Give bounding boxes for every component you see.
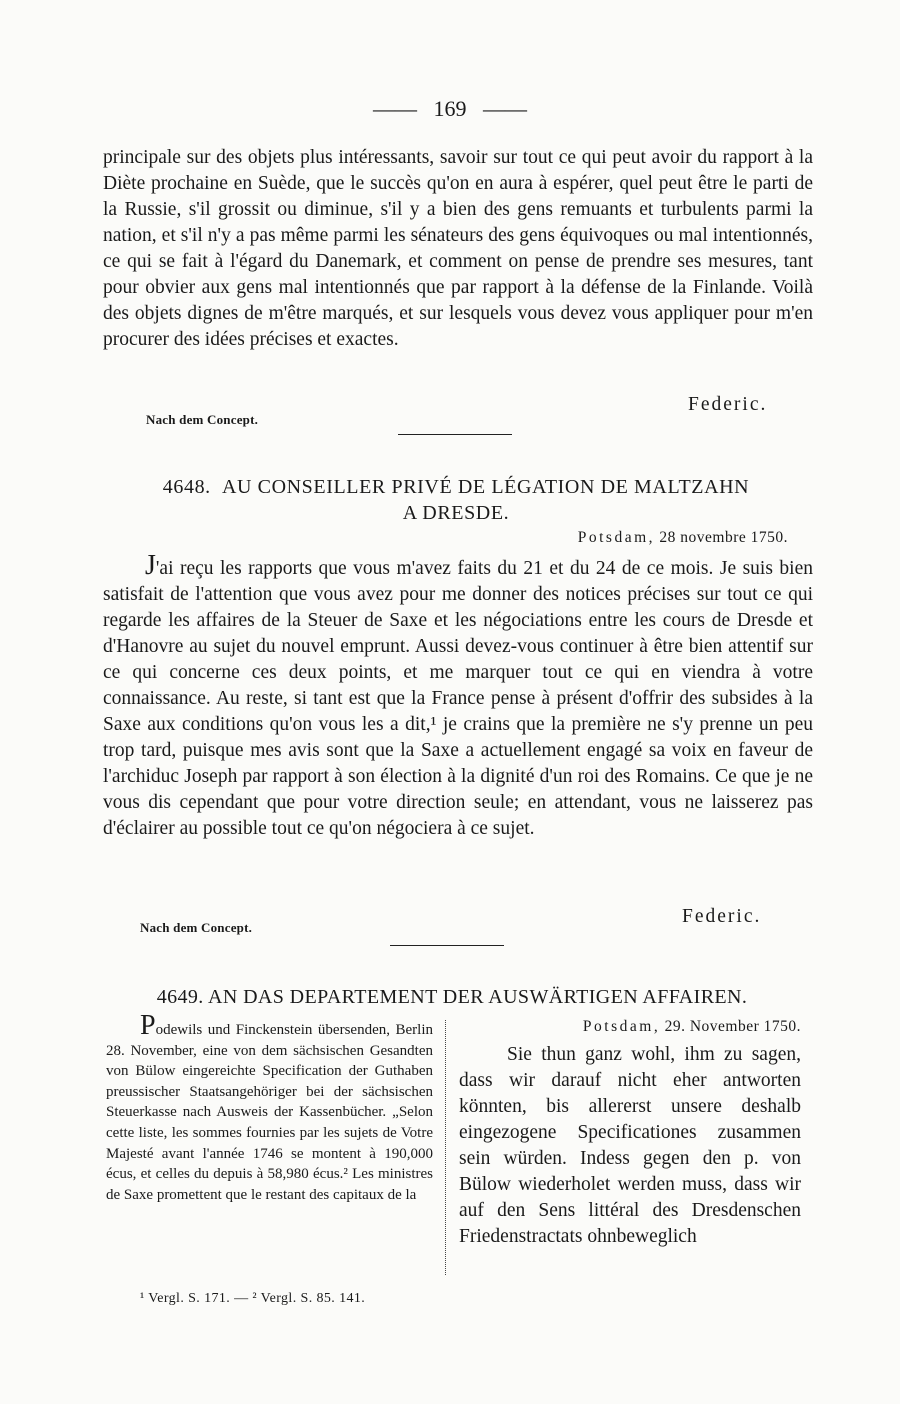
letter-number: 4649.	[156, 986, 204, 1008]
page-header	[0, 96, 900, 122]
initial-letter: J	[145, 550, 156, 581]
letter-number: 4648.	[162, 476, 211, 498]
source-note: Nach dem Concept.	[146, 412, 259, 427]
dateline	[459, 1018, 801, 1036]
header-dash-right: ——	[483, 96, 527, 121]
date: 28 novembre 1750.	[659, 529, 788, 546]
summary-column	[106, 1010, 433, 1205]
footnotes: ¹ Vergl. S. 171. — ² Vergl. S. 85. 141.	[140, 1291, 366, 1306]
date-place: Potsdam,	[582, 1018, 661, 1035]
section-rule	[390, 945, 504, 946]
letter-text: 'ai reçu les rapports que vous m'avez faits du 21 et du 24 de ce mois. Je suis bien satisfait de l'attention que vous avez pour me donner des notices précises sur tout ce qui regarde les affaires de la Steuer de Saxe et les négociations entre les cours de Dresde et d'Hanovre au sujet du nouvel emprunt. Aussi devez-vous continuer à être bien attentif sur ce qui concerne ces deux points, et me marquer tout ce qui en viendra à votre connaissance. Au reste, si tant est que la France pense à présent d'offrir des subsides à la Saxe aux conditions qu'on vous les a dit,¹ je crains que la première ne s'y prenne un peu trop tard, puisque mes avis sont que la Saxe a actuellement engagé sa voix en faveur de l'archiduc Joseph par rapport à son élection à la dignité d'un roi des Romains. Ce que je ne vous dis cependant que pour votre direction seule; en attendant, vous ne laisserez pas d'éclairer au possible tout ce qu'on négociera à ce sujet.	[103, 558, 813, 839]
date-place: Potsdam,	[577, 529, 656, 546]
source-note: Nach dem Concept.	[140, 920, 253, 935]
continuation-paragraph: principale sur des objets plus intéressants, savoir sur tout ce qui peut avoir du rapport à la Diète prochaine en Suède, que le succès qu'on en aura à espérer, quel peut être le parti de la Russie, s'il grossit ou diminue, s'il y a bien des gens remuants et turbulents parmi la nation, et s'il n'y a pas même parmi les sénateurs des gens équivoques ou mal intentionnés, ce qui se fait à l'égard du Danemark, et comment on pense de prendre ses mesures, tant pour obvier aux gens mal intentionnés que par rapport à la défense de la Finlande. Voilà des objets dignes de m'être marqués, et sur lesquels vous devez vous appliquer pour m'en procurer des idées précises et exactes.	[103, 147, 813, 350]
summary-text: odewils und Finckenstein übersenden, Berlin 28. November, eine von dem sächsischen Gesandten von Bülow eingereichte Specification der Guthaben preussischer Staatsangehöriger bei der sächsischen Steuerkasse nach Ausweis der Kassenbücher. „Selon cette liste, les sommes fournies par les sujets de Votre Majesté avant l'année 1746 se montent à 190,000 écus, et celles du depuis à 58,980 écus.² Les ministres de Saxe promettent que le restant des capitaux de la	[106, 1022, 433, 1203]
letter-body	[103, 550, 813, 842]
column-divider	[445, 1020, 446, 1275]
reply-column	[459, 1042, 801, 1250]
letter-continuation-text	[103, 145, 813, 353]
section-rule	[398, 434, 512, 435]
summary-paragraph	[106, 1010, 433, 1205]
dateline	[420, 529, 788, 547]
date: 29. November 1750.	[664, 1018, 801, 1035]
signature: Federic.	[688, 394, 768, 415]
page-number: 169	[433, 96, 467, 121]
letter-paragraph	[103, 550, 813, 842]
header-dash-left: ——	[373, 96, 417, 121]
initial-letter: P	[140, 1010, 156, 1041]
letter-heading	[100, 474, 812, 526]
heading-line-2: A DRESDE.	[402, 502, 510, 524]
heading-line-1: AU CONSEILLER PRIVÉ DE LÉGATION DE MALTZAHN	[221, 476, 750, 498]
letter-heading	[96, 984, 808, 1010]
signature: Federic.	[682, 906, 762, 927]
heading-text: AN DAS DEPARTEMENT DER AUSWÄRTIGEN AFFAIREN.	[207, 986, 748, 1008]
reply-text: Sie thun ganz wohl, ihm zu sagen, dass wir darauf nicht eher antworten könnten, bis allererst unsere deshalb eingezogene Specificationes zusammen sein würden. Indess gegen den p. von Bülow wiederholet werden muss, dass wir auf den Sens littéral des Dresdenschen Friedenstractats ohnbeweglich	[459, 1044, 801, 1247]
